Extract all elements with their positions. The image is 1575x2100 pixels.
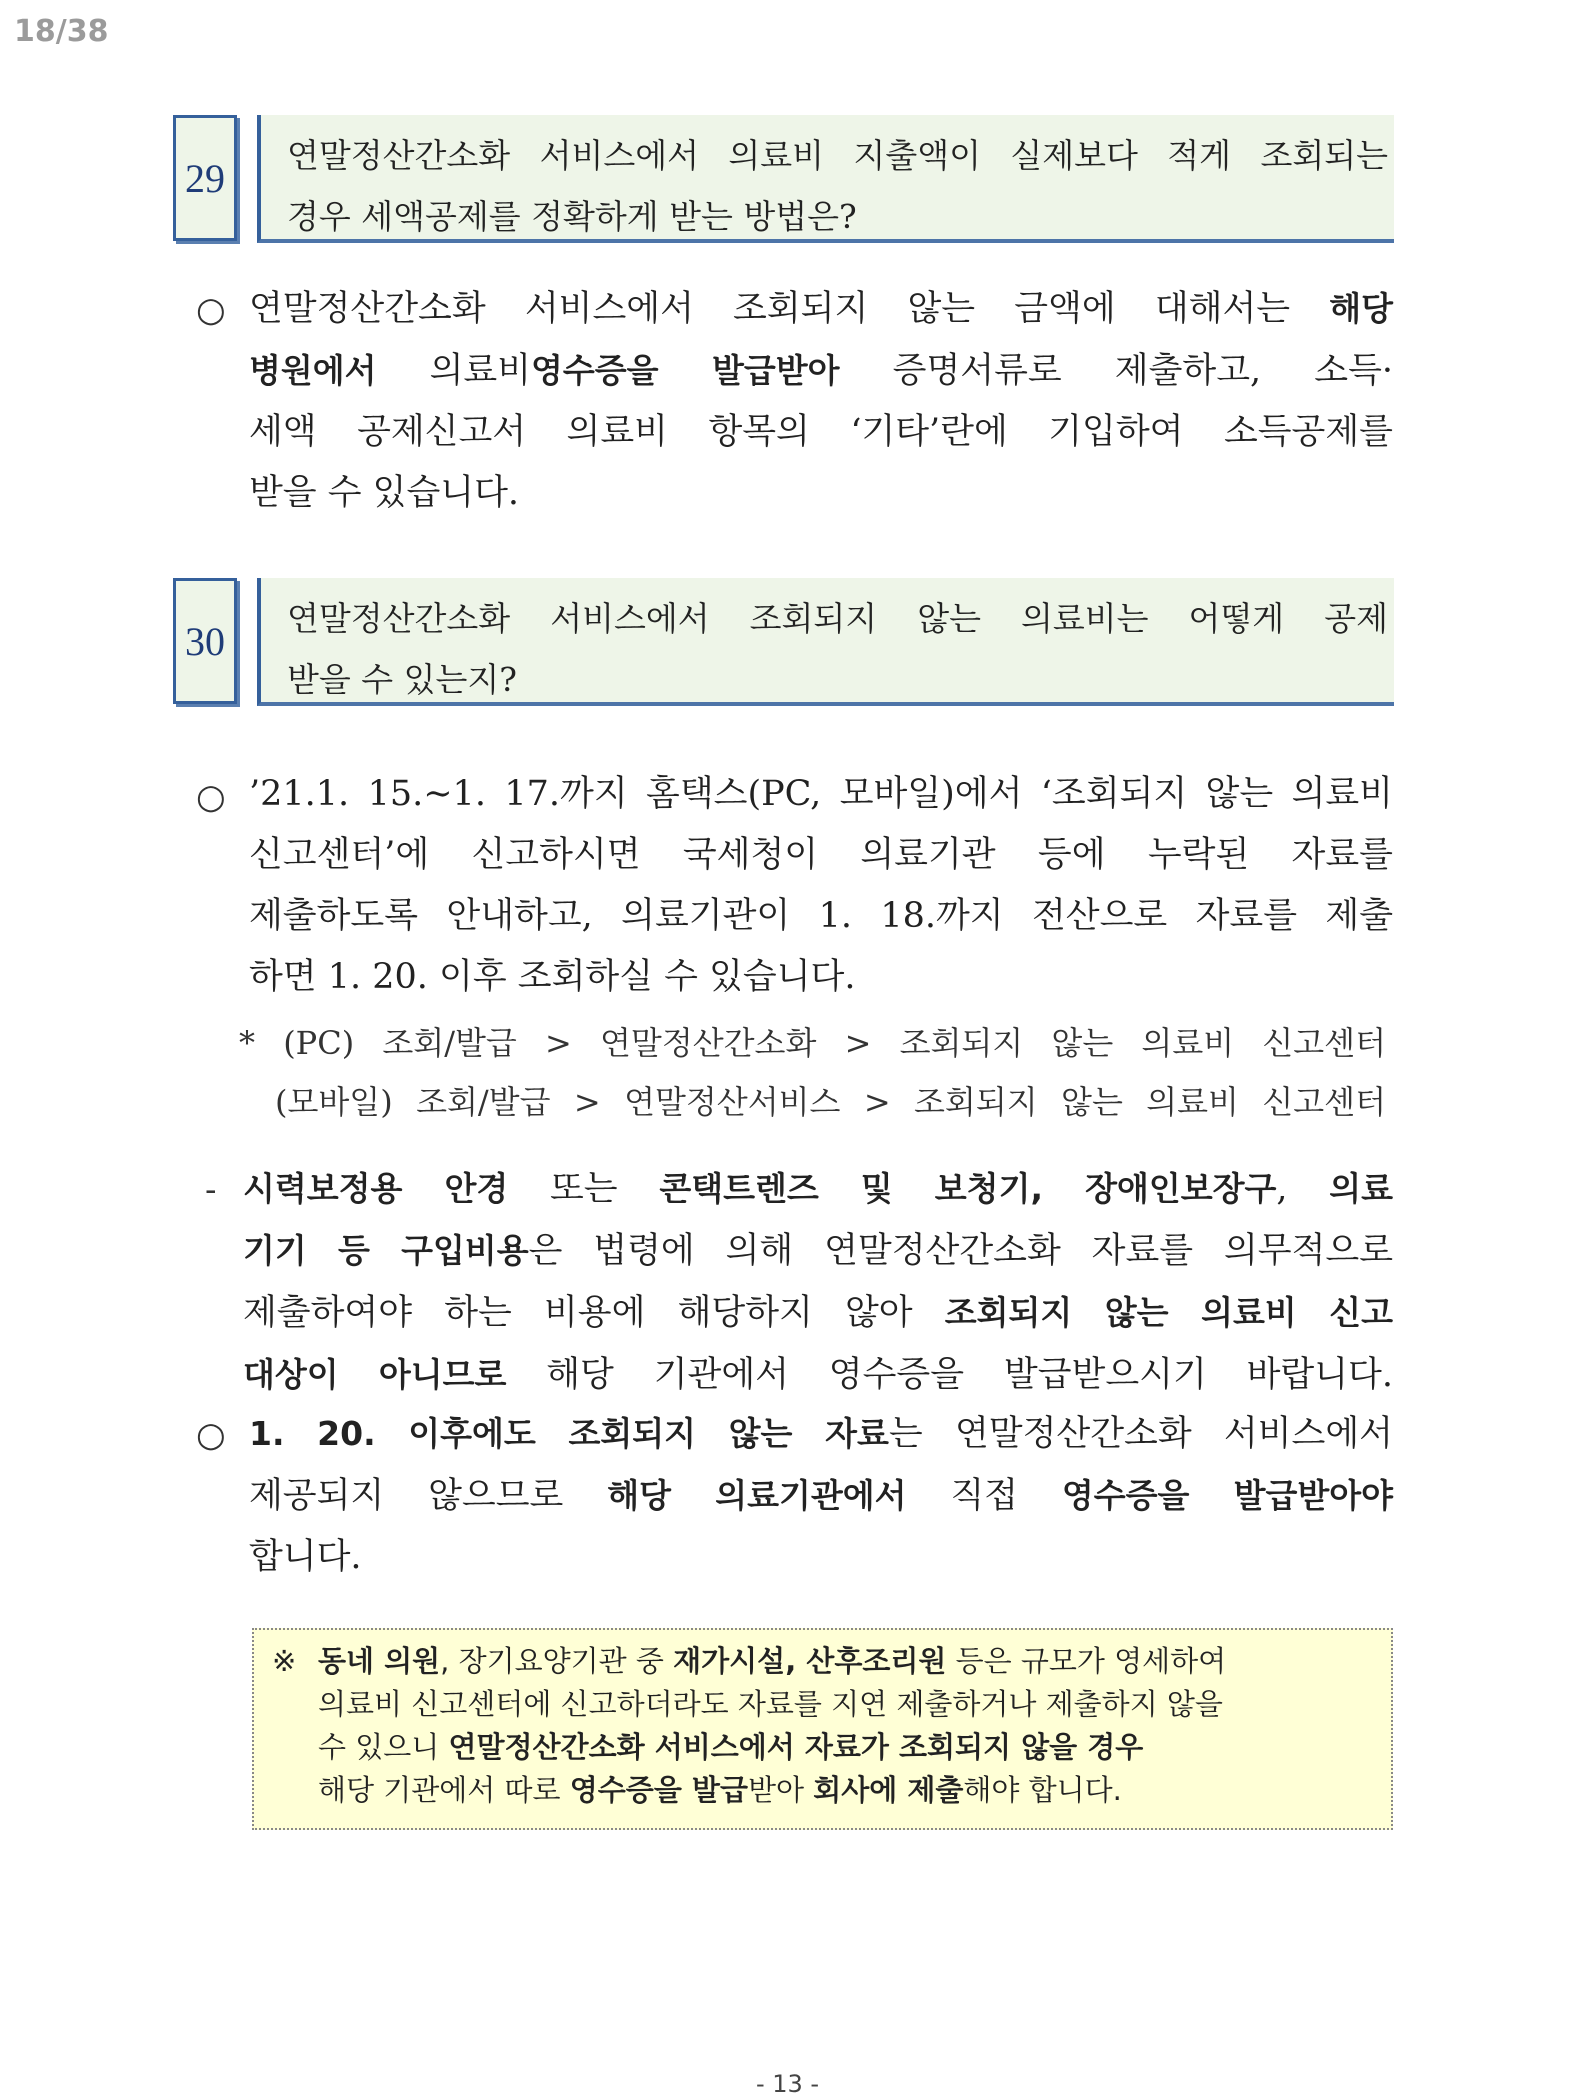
bullet-circle: ○ xyxy=(196,290,226,330)
bold-text: 병원에서 xyxy=(249,351,377,390)
bold-text: 해당 의료기관에서 xyxy=(607,1476,907,1515)
text: 은 법령에 의해 연말정산간소화 자료를 의무적으로 xyxy=(528,1231,1394,1271)
bullet-circle: ○ xyxy=(196,1415,226,1455)
text: , xyxy=(1276,1169,1330,1209)
answer-line xyxy=(249,278,1393,340)
text: 해야 합니다. xyxy=(963,1773,1122,1807)
text: , 장기요양기관 중 xyxy=(440,1644,674,1678)
callout-line: 의료비 신고센터에 신고하더라도 자료를 지연 제출하거나 제출하지 않을 xyxy=(318,1687,1223,1721)
dash-line xyxy=(243,1282,1393,1344)
dash-line xyxy=(243,1344,1393,1406)
answer-line: 제출하도록 안내하고, 의료기관이 1. 18.까지 전산으로 자료를 제출 xyxy=(249,896,1393,936)
text: 등은 규모가 영세하여 xyxy=(946,1644,1227,1678)
bold-text: 회사에 제출 xyxy=(813,1773,964,1807)
answer-line: 세액 공제신고서 의료비 항목의 ‘기타’란에 기입하여 소득공제를 xyxy=(249,412,1393,452)
answer-line: 신고센터’에 신고하시면 국세청이 의료기관 등에 누락된 자료를 xyxy=(249,835,1393,875)
callout-line xyxy=(272,1726,1377,1769)
question-line: 연말정산간소화 서비스에서 의료비 지출액이 실제보다 적게 조회되는 xyxy=(287,136,1388,175)
bold-text: 시력보정용 안경 xyxy=(243,1169,509,1208)
page-number: - 13 - xyxy=(755,2070,820,2098)
question-number: 30 xyxy=(173,578,237,704)
dash-item xyxy=(243,1158,1393,1406)
bold-text: 콘택트렌즈 및 보청기, 장애인보장구 xyxy=(659,1169,1277,1208)
bullet-circle: ○ xyxy=(196,777,226,817)
question-text xyxy=(257,578,1394,706)
callout-box xyxy=(252,1628,1393,1830)
answer-line xyxy=(249,1465,1393,1527)
bold-text: 연말정산간소화 서비스에서 자료가 조회되지 않을 경우 xyxy=(448,1730,1144,1764)
dash-bullet: - xyxy=(205,1170,217,1210)
bold-text: 영수증을 발급받아 xyxy=(531,351,840,390)
question-line: 경우 세액공제를 정확하게 받는 방법은? xyxy=(287,197,857,236)
text: 제출하여야 하는 비용에 해당하지 않아 xyxy=(243,1293,945,1333)
page-indicator: 18/38 xyxy=(14,14,109,49)
callout-line xyxy=(272,1769,1377,1812)
question-number: 29 xyxy=(173,115,237,241)
text: 해당 기관에서 따로 xyxy=(318,1773,570,1807)
bold-text: 1. 20. 이후에도 조회되지 않는 자료 xyxy=(249,1414,889,1453)
question-line: 연말정산간소화 서비스에서 조회되지 않는 의료비는 어떻게 공제 xyxy=(287,599,1388,638)
callout-line xyxy=(272,1640,1377,1683)
answer-29 xyxy=(249,278,1393,524)
answer-line: 받을 수 있습니다. xyxy=(249,473,520,513)
answer-30 xyxy=(249,764,1393,1008)
answer-30-extra xyxy=(249,1403,1393,1588)
text: 또는 xyxy=(508,1169,660,1209)
note-line: (모바일) 조회/발급 > 연말정산서비스 > 조회되지 않는 의료비 신고센터 xyxy=(275,1083,1386,1121)
question-text xyxy=(257,115,1394,243)
answer-line xyxy=(249,1403,1393,1465)
question-29 xyxy=(173,115,1394,249)
dash-line xyxy=(243,1158,1393,1220)
text: 해당 기관에서 영수증을 발급받으시기 바랍니다. xyxy=(506,1355,1393,1395)
text: 받아 xyxy=(747,1773,814,1807)
text: 의료비 xyxy=(376,351,532,391)
answer-line xyxy=(249,340,1393,402)
bold-text: 기기 등 구입비용 xyxy=(243,1231,529,1270)
text: 증명서류로 제출하고, 소득· xyxy=(839,351,1394,391)
answer-line: ’21.1. 15.∼1. 17.까지 홈택스(PC, 모바일)에서 ‘조회되지 않는 의료비 xyxy=(249,774,1393,814)
bold-text: 조회되지 않는 의료비 신고 xyxy=(944,1293,1393,1332)
bold-text: 영수증을 발급 xyxy=(569,1773,748,1807)
bold-text: 영수증을 발급받아야 xyxy=(1061,1476,1394,1515)
reference-mark: ※ xyxy=(272,1644,297,1678)
answer-line: 합니다. xyxy=(249,1537,362,1577)
note-line: * (PC) 조회/발급 > 연말정산간소화 > 조회되지 않는 의료비 신고센터 xyxy=(239,1024,1386,1062)
bold-text: 해당 xyxy=(1329,289,1393,328)
bold-text: 의료 xyxy=(1329,1169,1393,1208)
text: 연말정산간소화 서비스에서 조회되지 않는 금액에 대해서는 xyxy=(249,289,1330,329)
question-30 xyxy=(173,578,1394,712)
bold-text: 대상이 아니므로 xyxy=(243,1355,507,1394)
bold-text: 재가시설, 산후조리원 xyxy=(673,1644,947,1678)
menu-path-note xyxy=(239,1014,1386,1132)
text: 직접 xyxy=(906,1476,1062,1516)
dash-line xyxy=(243,1220,1393,1282)
text: 수 있으니 xyxy=(318,1730,449,1764)
question-line: 받을 수 있는지? xyxy=(287,660,517,699)
answer-line: 하면 1. 20. 이후 조회하실 수 있습니다. xyxy=(249,957,856,997)
text: 는 연말정산간소화 서비스에서 xyxy=(888,1414,1393,1454)
bold-text: 동네 의원 xyxy=(318,1644,441,1678)
text: 제공되지 않으므로 xyxy=(249,1476,608,1516)
